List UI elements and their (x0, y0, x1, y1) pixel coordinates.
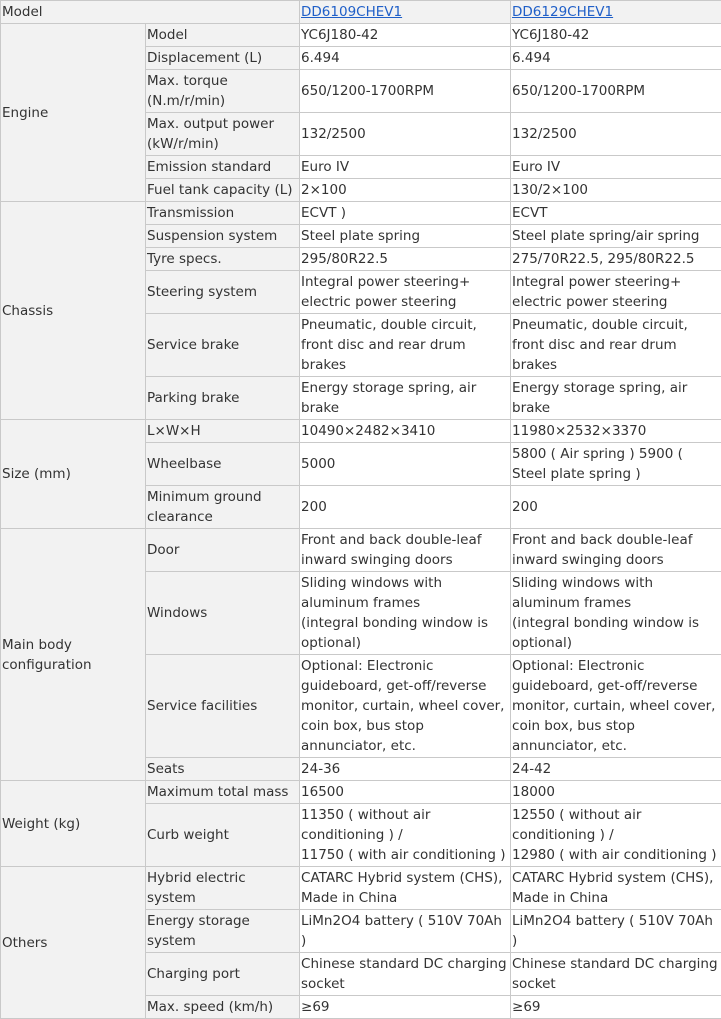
category-cell: Weight (kg) (1, 781, 146, 867)
value-cell-model-2: Euro IV (511, 156, 721, 179)
value-cell-model-1: 6.494 (300, 47, 511, 70)
value-cell-model-2: 18000 (511, 781, 721, 804)
parameter-cell: Charging port (146, 953, 300, 996)
value-cell-model-1: 24-36 (300, 758, 511, 781)
value-cell-model-1: 16500 (300, 781, 511, 804)
category-cell: Chassis (1, 202, 146, 420)
value-cell-model-1: Energy storage spring, air brake (300, 377, 511, 420)
value-cell-model-2: CATARC Hybrid system (CHS), Made in China (511, 867, 721, 910)
value-cell-model-1: Euro IV (300, 156, 511, 179)
table-row (1, 867, 721, 910)
parameter-cell: Energy storage system (146, 910, 300, 953)
value-cell-model-2: Optional: Electronic guideboard, get-off/reverse monitor, curtain, wheel cover, coin box, bus stop annunciator, etc. (511, 655, 721, 758)
parameter-cell: Transmission (146, 202, 300, 225)
parameter-cell: Windows (146, 572, 300, 655)
parameter-cell: Wheelbase (146, 443, 300, 486)
category-cell: Others (1, 867, 146, 1019)
value-cell-model-1: CATARC Hybrid system (CHS), Made in China (300, 867, 511, 910)
value-cell-model-2: 200 (511, 486, 721, 529)
value-cell-model-1: LiMn2O4 battery ( 510V 70Ah ) (300, 910, 511, 953)
value-cell-model-2: 24-42 (511, 758, 721, 781)
value-cell-model-1: Steel plate spring (300, 225, 511, 248)
value-cell-model-2: 5800 ( Air spring ) 5900 ( Steel plate spring ) (511, 443, 721, 486)
value-cell-model-2: LiMn2O4 battery ( 510V 70Ah ) (511, 910, 721, 953)
table-row (1, 24, 721, 47)
parameter-cell: Model (146, 24, 300, 47)
value-cell-model-1: 10490×2482×3410 (300, 420, 511, 443)
model-link-2[interactable]: DD6129CHEV1 (512, 4, 613, 20)
category-cell: Engine (1, 24, 146, 202)
parameter-cell: Service brake (146, 314, 300, 377)
value-cell-model-2: YC6J180-42 (511, 24, 721, 47)
value-cell-model-1: 200 (300, 486, 511, 529)
value-cell-model-2: Energy storage spring, air brake (511, 377, 721, 420)
value-cell-model-2: ECVT (511, 202, 721, 225)
value-cell-model-2: 650/1200-1700RPM (511, 70, 721, 113)
parameter-cell: Fuel tank capacity (L) (146, 179, 300, 202)
value-cell-model-1: Integral power steering+ electric power steering (300, 271, 511, 314)
value-cell-model-2: Chinese standard DC charging socket (511, 953, 721, 996)
parameter-cell: Seats (146, 758, 300, 781)
value-cell-model-1: Optional: Electronic guideboard, get-off/reverse monitor, curtain, wheel cover, coin box, bus stop annunciator, etc. (300, 655, 511, 758)
value-cell-model-1: Sliding windows with aluminum frames (integral bonding window is optional) (300, 572, 511, 655)
value-cell-model-2: 6.494 (511, 47, 721, 70)
value-cell-model-1: 11350 ( without air conditioning ) / 11750 ( with air conditioning ) (300, 804, 511, 867)
parameter-cell: Emission standard (146, 156, 300, 179)
value-cell-model-1: 5000 (300, 443, 511, 486)
parameter-cell: Max. output power (kW/r/min) (146, 113, 300, 156)
table-row (1, 202, 721, 225)
parameter-cell: Max. speed (km/h) (146, 996, 300, 1019)
value-cell-model-1: Front and back double-leaf inward swinging doors (300, 529, 511, 572)
table-row (1, 529, 721, 572)
category-cell: Main body configuration (1, 529, 146, 781)
value-cell-model-2: 275/70R22.5, 295/80R22.5 (511, 248, 721, 271)
table-row (1, 420, 721, 443)
value-cell-model-1: 132/2500 (300, 113, 511, 156)
value-cell-model-2: Sliding windows with aluminum frames (integral bonding window is optional) (511, 572, 721, 655)
value-cell-model-2: Front and back double-leaf inward swinging doors (511, 529, 721, 572)
value-cell-model-2: Pneumatic, double circuit, front disc and rear drum brakes (511, 314, 721, 377)
value-cell-model-1: 2×100 (300, 179, 511, 202)
value-cell-model-1: 295/80R22.5 (300, 248, 511, 271)
model-link-1[interactable]: DD6109CHEV1 (301, 4, 402, 20)
parameter-cell: Tyre specs. (146, 248, 300, 271)
parameter-cell: Hybrid electric system (146, 867, 300, 910)
value-cell-model-1: Chinese standard DC charging socket (300, 953, 511, 996)
header-row (1, 1, 721, 24)
value-cell-model-2: 11980×2532×3370 (511, 420, 721, 443)
value-cell-model-2: Integral power steering+ electric power steering (511, 271, 721, 314)
parameter-cell: Minimum ground clearance (146, 486, 300, 529)
value-cell-model-1: ≥69 (300, 996, 511, 1019)
value-cell-model-2: 12550 ( without air conditioning ) / 12980 ( with air conditioning ) (511, 804, 721, 867)
value-cell-model-1: ECVT ) (300, 202, 511, 225)
parameter-cell: Suspension system (146, 225, 300, 248)
spec-body (1, 24, 721, 1019)
value-cell-model-2: Steel plate spring/air spring (511, 225, 721, 248)
model-column-1 (300, 1, 511, 24)
parameter-cell: Displacement (L) (146, 47, 300, 70)
value-cell-model-1: 650/1200-1700RPM (300, 70, 511, 113)
value-cell-model-1: YC6J180-42 (300, 24, 511, 47)
value-cell-model-2: 132/2500 (511, 113, 721, 156)
value-cell-model-2: ≥69 (511, 996, 721, 1019)
parameter-cell: Curb weight (146, 804, 300, 867)
value-cell-model-2: 130/2×100 (511, 179, 721, 202)
model-column-2 (511, 1, 721, 24)
parameter-cell: Maximum total mass (146, 781, 300, 804)
parameter-cell: Steering system (146, 271, 300, 314)
table-row (1, 781, 721, 804)
parameter-cell: L×W×H (146, 420, 300, 443)
value-cell-model-1: Pneumatic, double circuit, front disc and rear drum brakes (300, 314, 511, 377)
parameter-cell: Door (146, 529, 300, 572)
category-cell: Size (mm) (1, 420, 146, 529)
parameter-cell: Service facilities (146, 655, 300, 758)
header-label: Model (1, 1, 300, 24)
parameter-cell: Max. torque (N.m/r/min) (146, 70, 300, 113)
parameter-cell: Parking brake (146, 377, 300, 420)
